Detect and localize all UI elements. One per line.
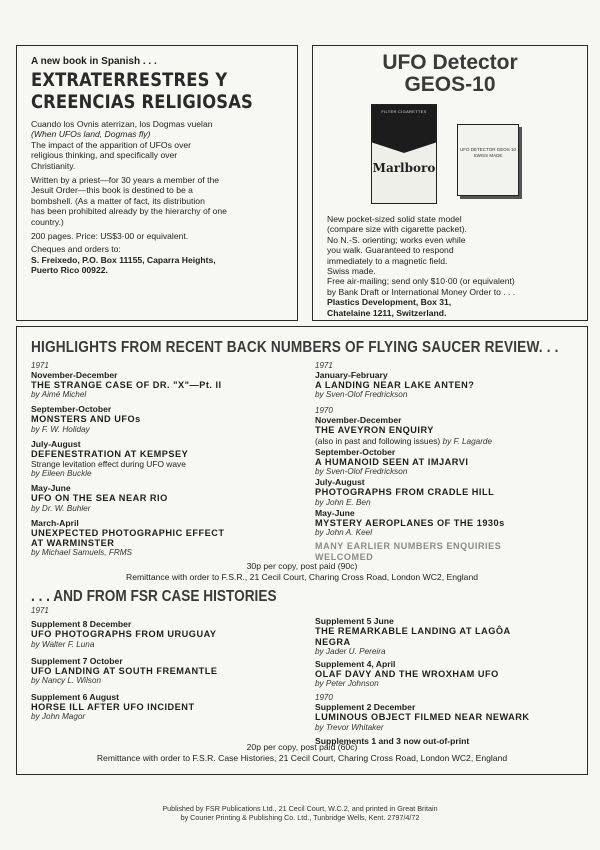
year-label: 1971: [31, 606, 49, 616]
article-author: by F. Lagarde: [442, 436, 493, 446]
detector-company: Chatelaine 1211, Switzerland.: [327, 307, 447, 318]
article-title: DEFENESTRATION AT KEMPSEY: [31, 448, 189, 459]
year-label: 1970: [315, 406, 333, 416]
earlier-numbers-note: WELCOMED: [315, 552, 374, 563]
detector-device-label: UFO DETECTOR GEOS 10 SWISS MADE: [460, 147, 516, 158]
year-label: 1971: [31, 361, 49, 370]
article-author: by Aimé Michel: [31, 390, 87, 400]
year-label: 1970: [315, 693, 333, 703]
article-author: by Eileen Buckle: [31, 469, 92, 479]
book-line: (When UFOs land, Dogmas fly): [31, 129, 151, 140]
article-title: UNEXPECTED PHOTOGRAPHIC EFFECT: [31, 527, 225, 538]
book-desc: has been prohibited already by the hierarchy of one: [31, 206, 227, 217]
article-title: AT WARMINSTER: [31, 538, 115, 549]
case-histories-left-column: [31, 606, 311, 726]
issue-month: May-June: [315, 507, 355, 518]
product-photo: [327, 102, 573, 210]
footer-line: Published by FSR Publications Ltd., 21 Cecil Court, W.C.2, and printed in Great Britain: [162, 804, 438, 813]
footer-line: by Courier Printing & Publishing Co. Ltd., Tunbridge Wells, Kent. 2797/4/72: [180, 812, 420, 822]
article-title: MYSTERY AEROPLANES OF THE 1930s: [315, 517, 505, 528]
highlights-box: [16, 326, 588, 775]
detector-line: New pocket-sized solid state model: [327, 214, 462, 224]
issue-month: January-February: [315, 370, 388, 380]
back-numbers-price: 30p per copy, post paid (90c): [246, 561, 358, 571]
detector-title: UFO Detector: [382, 51, 518, 74]
issue-month: November-December: [315, 415, 402, 426]
list-item: [31, 404, 311, 434]
detector-device-image: [457, 124, 519, 196]
year-label: 1971: [315, 361, 333, 370]
detector-model: GEOS-10: [404, 73, 496, 96]
detector-line: (compare size with cigarette packet).: [327, 224, 467, 235]
list-item: [31, 518, 311, 559]
article-title: A HUMANOID SEEN AT IMJARVI: [315, 456, 469, 467]
book-advert: [16, 45, 298, 321]
article-author: by John Magor: [31, 712, 86, 722]
cigarette-packet-image: [371, 104, 437, 204]
list-item: [31, 439, 311, 479]
article-title: THE STRANGE CASE OF DR. "X"—Pt. II: [31, 380, 222, 390]
back-numbers-remittance: Remittance with order to F.S.R., 21 Cecil Court, Charing Cross Road, London WC2, England: [125, 571, 479, 582]
book-title-line1: EXTRATERRESTRES Y: [31, 69, 228, 91]
issue-month: November-December: [31, 370, 118, 380]
book-price: 200 pages. Price: US$3·00 or equivalent.: [31, 231, 189, 242]
article-title: LUMINOUS OBJECT FILMED NEAR NEWARK: [315, 712, 530, 723]
publisher-footer: [0, 805, 600, 822]
issue-month: March-April: [31, 517, 79, 528]
supplement-label: Supplement 5 June: [315, 616, 394, 627]
book-line: Christianity.: [31, 160, 76, 171]
case-histories-title: . . . AND FROM FSR CASE HISTORIES: [31, 588, 277, 606]
list-item: [31, 619, 311, 649]
article-author: by Walter F. Luna: [31, 639, 95, 649]
highlights-left-column: [31, 361, 311, 562]
supplement-label: Supplement 2 December: [315, 702, 416, 713]
article-author: by Nancy L. Wilson: [31, 676, 102, 685]
detector-line: immediately to a magnetic field.: [327, 255, 448, 266]
article-title: THE REMARKABLE LANDING AT LAGÔA: [315, 626, 511, 637]
article-author: by Michael Samuels, FRMS: [31, 548, 133, 558]
article-title: PHOTOGRAPHS FROM CRADLE HILL: [315, 487, 495, 498]
list-item: [315, 370, 585, 400]
article-title: UFO ON THE SEA NEAR RIO: [31, 493, 168, 504]
highlights-title: HIGHLIGHTS FROM RECENT BACK NUMBERS OF FLYING SAUCER REVIEW. . .: [31, 339, 559, 356]
supplement-label: Supplement 4, April: [315, 659, 396, 669]
issue-month: September-October: [315, 446, 396, 457]
book-line: The impact of the apparition of UFOs over: [31, 139, 192, 150]
article-author: by Sven-Olof Fredrickson: [315, 467, 408, 477]
article-author: by Trevor Whitaker: [315, 722, 384, 732]
book-address: Puerto Rico 00922.: [31, 265, 108, 276]
detector-company: Plastics Development, Box 31,: [327, 297, 452, 308]
issue-month: July-August: [315, 477, 365, 488]
cigarette-brand: Marlboro: [372, 161, 436, 175]
article-author: by Dr. W. Buhler: [31, 503, 91, 513]
article-title: MONSTERS AND UFOs: [31, 414, 141, 425]
detector-line: No N.-S. orienting; works even while: [327, 234, 466, 245]
article-subtitle: Strange levitation effect during UFO wave: [31, 459, 186, 470]
case-histories-remittance: Remittance with order to F.S.R. Case Histories, 21 Cecil Court, Charing Cross Road, London WC2, England: [96, 752, 508, 763]
article-title: A LANDING NEAR LAKE ANTEN?: [315, 380, 475, 390]
highlights-columns: [31, 361, 573, 563]
book-address: S. Freixedo, P.O. Box 11155, Caparra Heights,: [31, 254, 216, 265]
out-of-print-note: Supplements 1 and 3 now out-of-print: [315, 735, 470, 746]
article-author: by John A. Keel: [315, 528, 373, 538]
list-item: [31, 370, 311, 400]
issue-month: September-October: [31, 404, 112, 415]
detector-line: Free air-mailing; send only $10·00 (or equivalent): [327, 276, 515, 287]
article-author: by Sven-Olof Fredrickson: [315, 390, 408, 400]
highlights-right-column: [315, 361, 585, 563]
article-author: by Peter Johnson: [315, 679, 379, 689]
book-kicker: A new book in Spanish . . .: [31, 56, 157, 67]
book-desc: country.): [31, 216, 64, 227]
book-line: religious thinking, and specifically over: [31, 150, 178, 161]
book-desc: Jesuit Order—this book is destined to be a: [31, 185, 193, 196]
article-title: UFO LANDING AT SOUTH FREMANTLE: [31, 665, 218, 676]
book-title-line2: CREENCIAS RELIGIOSAS: [31, 91, 253, 113]
article-title: HORSE ILL AFTER UFO INCIDENT: [31, 702, 195, 712]
cigarette-packet-top: FILTER CIGARETTES: [381, 109, 427, 114]
detector-line: by Bank Draft or International Money Order to . . .: [327, 286, 516, 297]
book-line: Cuando los Ovnis aterrizan, los Dogmas vuelan: [31, 119, 213, 129]
book-desc: Written by a priest—for 30 years a member of the: [31, 175, 220, 186]
detector-line: Swiss made.: [327, 266, 376, 277]
supplement-label: Supplement 8 December: [31, 619, 132, 630]
article-author: by F. W. Holiday: [31, 424, 90, 434]
article-subtitle: (also in past and following issues): [315, 435, 441, 446]
detector-advert: [312, 45, 588, 321]
case-histories-right-column: [315, 616, 585, 746]
book-desc: bombshell. (As a matter of fact, its distribution: [31, 195, 205, 206]
earlier-numbers-note: MANY EARLIER NUMBERS ENQUIRIES: [315, 541, 502, 552]
article-title: NEGRA: [315, 636, 351, 647]
case-histories-price: 20p per copy, post paid (60c): [246, 742, 358, 753]
issue-month: May-June: [31, 483, 71, 494]
supplement-label: Supplement 6 August: [31, 692, 120, 702]
issue-month: July-August: [31, 438, 81, 449]
article-title: UFO PHOTOGRAPHS FROM URUGUAY: [31, 629, 217, 640]
article-author: by Jader U. Pereira: [315, 647, 386, 656]
list-item: [31, 692, 311, 722]
list-item: [31, 483, 311, 513]
list-item: [31, 656, 311, 686]
article-title: THE AVEYRON ENQUIRY: [315, 425, 434, 436]
case-histories-columns: [31, 606, 573, 746]
article-author: by John E. Ben: [315, 497, 371, 507]
detector-line: you walk. Guaranteed to respond: [327, 245, 454, 256]
book-orders: Cheques and orders to:: [31, 244, 121, 255]
article-title: OLAF DAVY AND THE WROXHAM UFO: [315, 669, 499, 679]
supplement-label: Supplement 7 October: [31, 655, 123, 666]
